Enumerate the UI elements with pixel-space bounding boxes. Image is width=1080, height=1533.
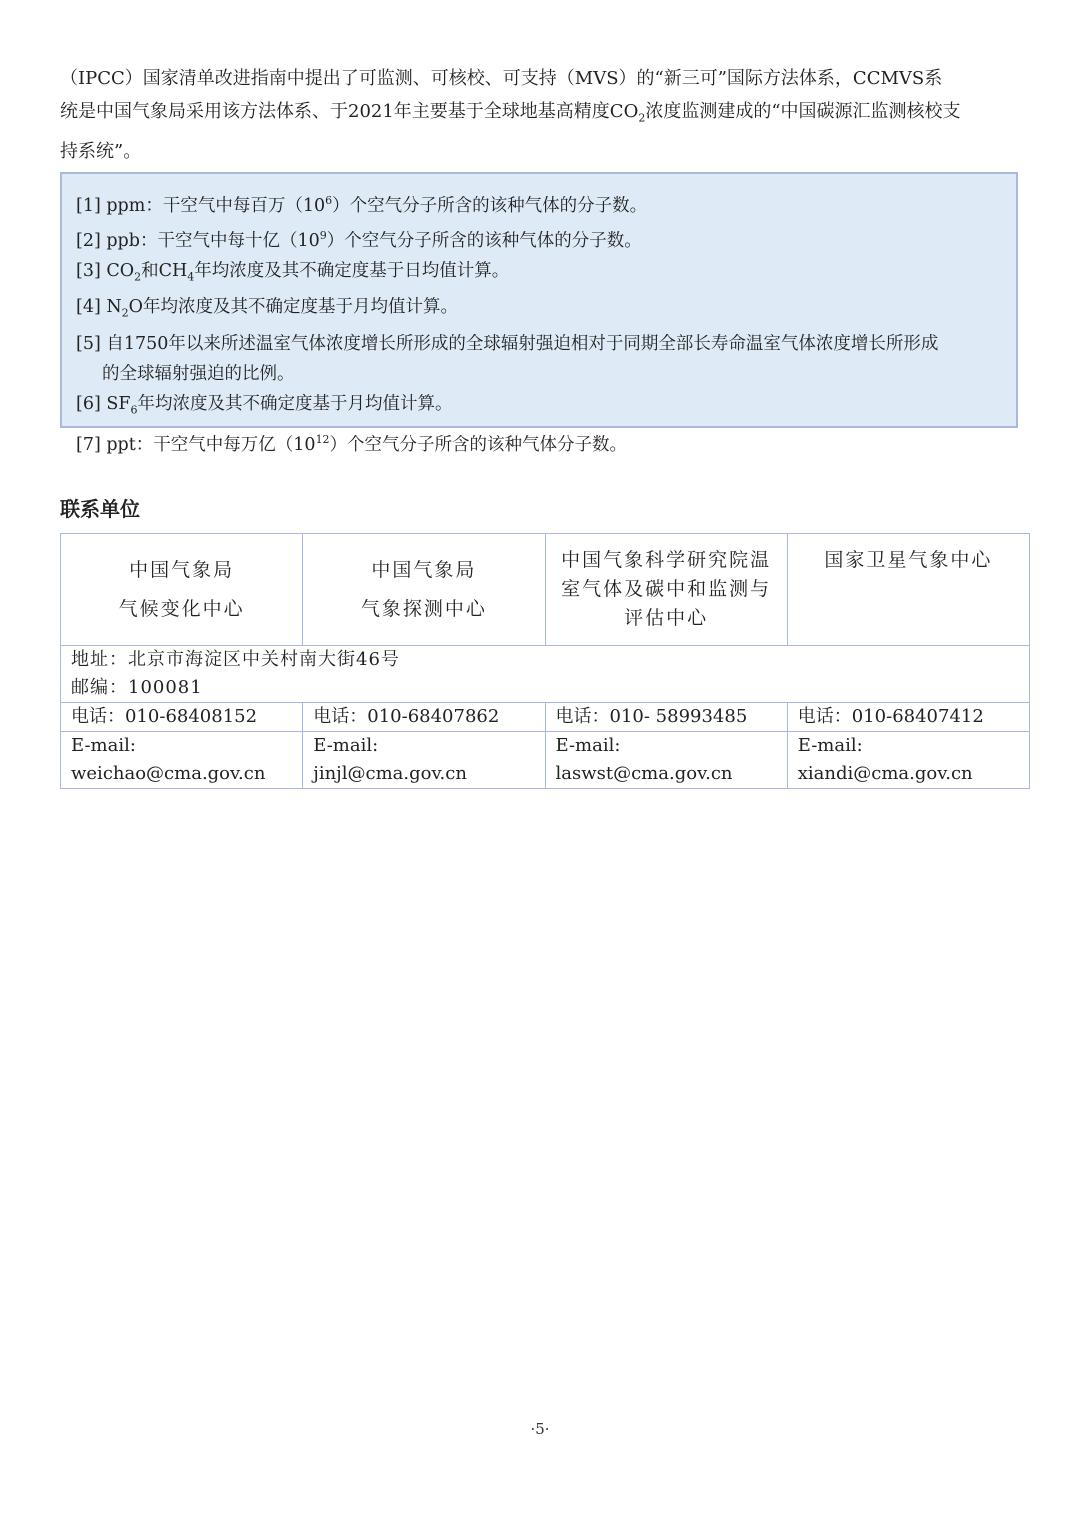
phone-cell: 电话：010-68407862 bbox=[303, 703, 545, 732]
intro-line: （IPCC）国家清单改进指南中提出了可监测、可核校、可支持（MVS）的“新三可”国际方法体系，CCMVS系 bbox=[60, 68, 943, 89]
superscript: 6 bbox=[325, 194, 333, 207]
org-name: 中国气象局 bbox=[371, 558, 477, 581]
note-text: [5] 自1750年以来所述温室气体浓度增长所形成的全球辐射强迫相对于同期全部长寿命温室气体浓度增长所形成 bbox=[76, 333, 939, 354]
org-name: 气候变化中心 bbox=[118, 597, 245, 620]
email-label: E-mail: bbox=[797, 735, 863, 756]
note-3 bbox=[76, 256, 1002, 293]
email-address[interactable]: xiandi@cma.gov.cn bbox=[797, 763, 973, 784]
note-1 bbox=[76, 186, 1002, 221]
org-cell bbox=[545, 534, 787, 646]
email-address[interactable]: weichao@cma.gov.cn bbox=[71, 763, 266, 784]
email-cell bbox=[545, 732, 787, 789]
org-cell bbox=[787, 534, 1029, 646]
intro-line bbox=[60, 95, 1020, 135]
phone-row bbox=[61, 703, 1030, 732]
email-cell bbox=[61, 732, 303, 789]
note-text: ）个空气分子所含的该种气体分子数。 bbox=[329, 434, 628, 455]
note-text: [4] N bbox=[76, 297, 122, 318]
phone-cell: 电话：010- 58993485 bbox=[545, 703, 787, 732]
note-5 bbox=[76, 329, 1002, 389]
note-text: [2] ppb：干空气中每十亿（10 bbox=[76, 230, 320, 251]
subscript: 6 bbox=[130, 403, 138, 417]
page-number: ·5· bbox=[530, 1420, 550, 1438]
note-text: 和CH bbox=[141, 260, 188, 281]
note-text: [7] ppt：干空气中每万亿（10 bbox=[76, 434, 316, 455]
note-text: [6] SF bbox=[76, 393, 131, 414]
superscript: 9 bbox=[319, 228, 327, 242]
intro-line: 持系统”。 bbox=[60, 140, 142, 162]
note-text: [1] ppm：干空气中每百万（10 bbox=[76, 195, 326, 216]
note-text: [3] CO bbox=[76, 260, 135, 281]
note-text: ）个空气分子所含的该种气体的分子数。 bbox=[326, 230, 642, 251]
note-text: ）个空气分子所含的该种气体的分子数。 bbox=[332, 195, 648, 216]
org-row bbox=[61, 534, 1030, 646]
subscript: 2 bbox=[121, 306, 129, 320]
note-text: 的全球辐射强迫的比例。 bbox=[102, 363, 295, 384]
postcode-text: 邮编：100081 bbox=[71, 677, 203, 698]
note-6 bbox=[76, 389, 1002, 426]
note-text: 年均浓度及其不确定度基于月均值计算。 bbox=[137, 393, 453, 414]
subscript: 2 bbox=[134, 270, 142, 284]
superscript: 12 bbox=[315, 433, 330, 447]
phone-cell: 电话：010-68408152 bbox=[61, 703, 303, 732]
email-label: E-mail: bbox=[555, 735, 621, 756]
email-address[interactable]: jinjl@cma.gov.cn bbox=[313, 763, 467, 784]
subscript: 2 bbox=[638, 111, 646, 125]
subscript: 4 bbox=[187, 270, 195, 284]
note-text: 年均浓度及其不确定度基于日均值计算。 bbox=[194, 260, 510, 281]
address-row bbox=[61, 646, 1030, 703]
intro-paragraph bbox=[60, 62, 1020, 168]
org-name: 国家卫星气象中心 bbox=[824, 549, 993, 571]
email-label: E-mail: bbox=[71, 735, 136, 756]
org-name: 中国气象科学研究院温室气体及碳中和监测与评估中心 bbox=[561, 549, 772, 629]
contacts-heading: 联系单位 bbox=[60, 497, 140, 521]
intro-text: 统是中国气象局采用该方法体系、于2021年主要基于全球地基高精度CO bbox=[60, 101, 639, 122]
org-name: 气象探测中心 bbox=[360, 597, 487, 620]
note-4 bbox=[76, 292, 1002, 329]
org-name: 中国气象局 bbox=[129, 558, 235, 581]
notes-box bbox=[60, 172, 1018, 455]
email-cell bbox=[787, 732, 1029, 789]
email-address[interactable]: laswst@cma.gov.cn bbox=[555, 763, 733, 784]
address-cell bbox=[61, 646, 1030, 703]
intro-text: 浓度监测建成的“中国碳源汇监测核校支 bbox=[645, 101, 961, 122]
org-cell bbox=[303, 534, 545, 646]
email-row bbox=[61, 732, 1030, 789]
phone-cell: 电话：010-68407412 bbox=[787, 703, 1029, 732]
note-2 bbox=[76, 221, 1002, 256]
org-cell bbox=[61, 534, 303, 646]
note-7 bbox=[76, 425, 1002, 460]
address-text: 地址：北京市海淀区中关村南大街46号 bbox=[71, 649, 400, 670]
email-cell bbox=[303, 732, 545, 789]
email-label: E-mail: bbox=[313, 735, 379, 756]
contacts-table bbox=[60, 533, 1030, 789]
note-text: O年均浓度及其不确定度基于月均值计算。 bbox=[128, 297, 459, 318]
